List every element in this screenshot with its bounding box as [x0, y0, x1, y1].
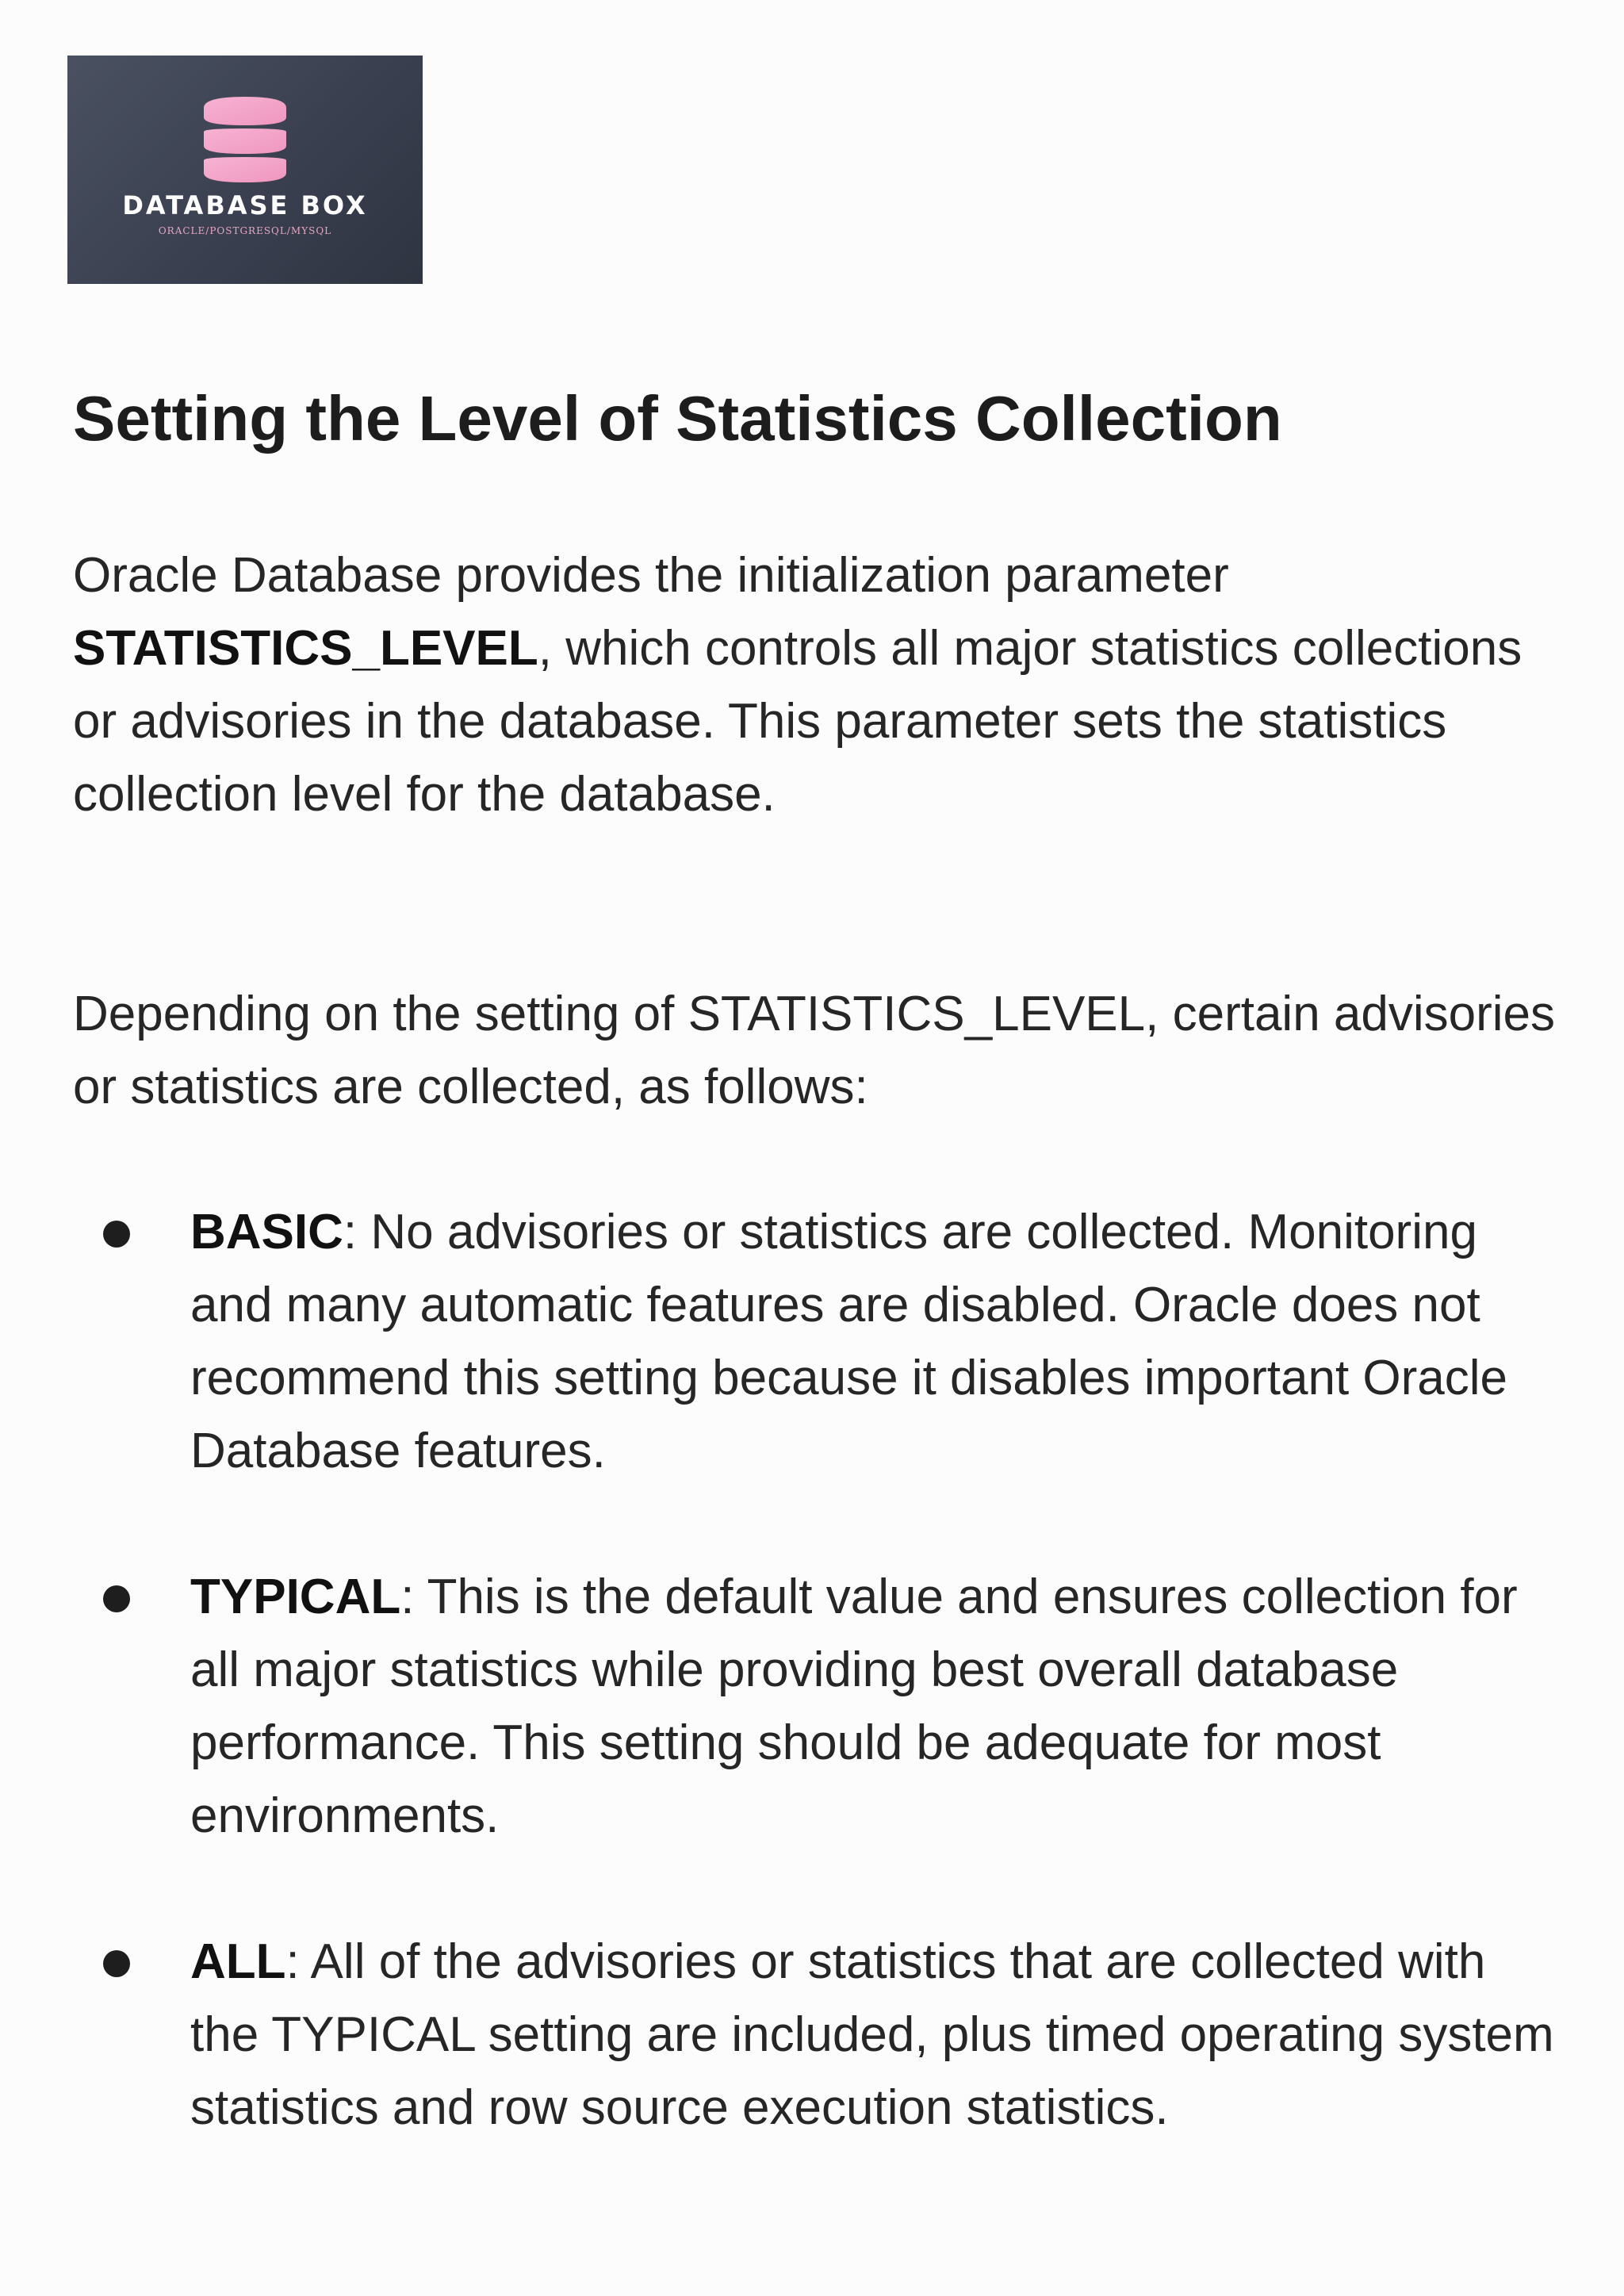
- level-term-typical: TYPICAL: [190, 1570, 401, 1624]
- database-icon: [201, 94, 289, 186]
- level-term-all: ALL: [190, 1934, 286, 1989]
- list-item-basic: [0, 1196, 1554, 1488]
- level-description-all: : All of the advisories or statistics that are collected with the TYPICAL setting are included, plus timed operating system statistics and row source execution statistics.: [190, 1934, 1554, 2135]
- statistics-level-parameter: STATISTICS_LEVEL: [73, 621, 538, 676]
- statistics-level-list: [0, 1196, 1624, 2217]
- database-box-logo: [67, 56, 423, 284]
- bullet-icon: [103, 1585, 130, 1612]
- intro-text-after: , which controls all major statistics collections or advisories in the database. This parameter sets the statistics collection level for the database.: [73, 621, 1522, 822]
- list-item-all: [0, 1926, 1554, 2145]
- logo-title: DATABASE BOX: [122, 190, 368, 220]
- level-description-typical: : This is the default value and ensures collection for all major statistics while providing best overall database performance. This setting should be adequate for most environments.: [190, 1570, 1518, 1843]
- logo-subtitle: ORACLE/POSTGRESQL/MYSQL: [158, 225, 332, 236]
- list-item-typical: [0, 1561, 1554, 1853]
- bullet-icon: [103, 1221, 130, 1248]
- lead-paragraph: Depending on the setting of STATISTICS_LEVEL, certain advisories or statistics are collected, as follows:: [73, 987, 1556, 1114]
- level-description-basic: : No advisories or statistics are collected. Monitoring and many automatic features are disabled. Oracle does not recommend this setting because it disables important Oracle Database features.: [190, 1205, 1508, 1478]
- intro-text-before: Oracle Database provides the initialization parameter: [73, 548, 1229, 603]
- bullet-icon: [103, 1950, 130, 1977]
- page-title: Setting the Level of Statistics Collection: [73, 383, 1282, 454]
- level-term-basic: BASIC: [190, 1205, 343, 1259]
- intro-paragraph: [73, 539, 1564, 831]
